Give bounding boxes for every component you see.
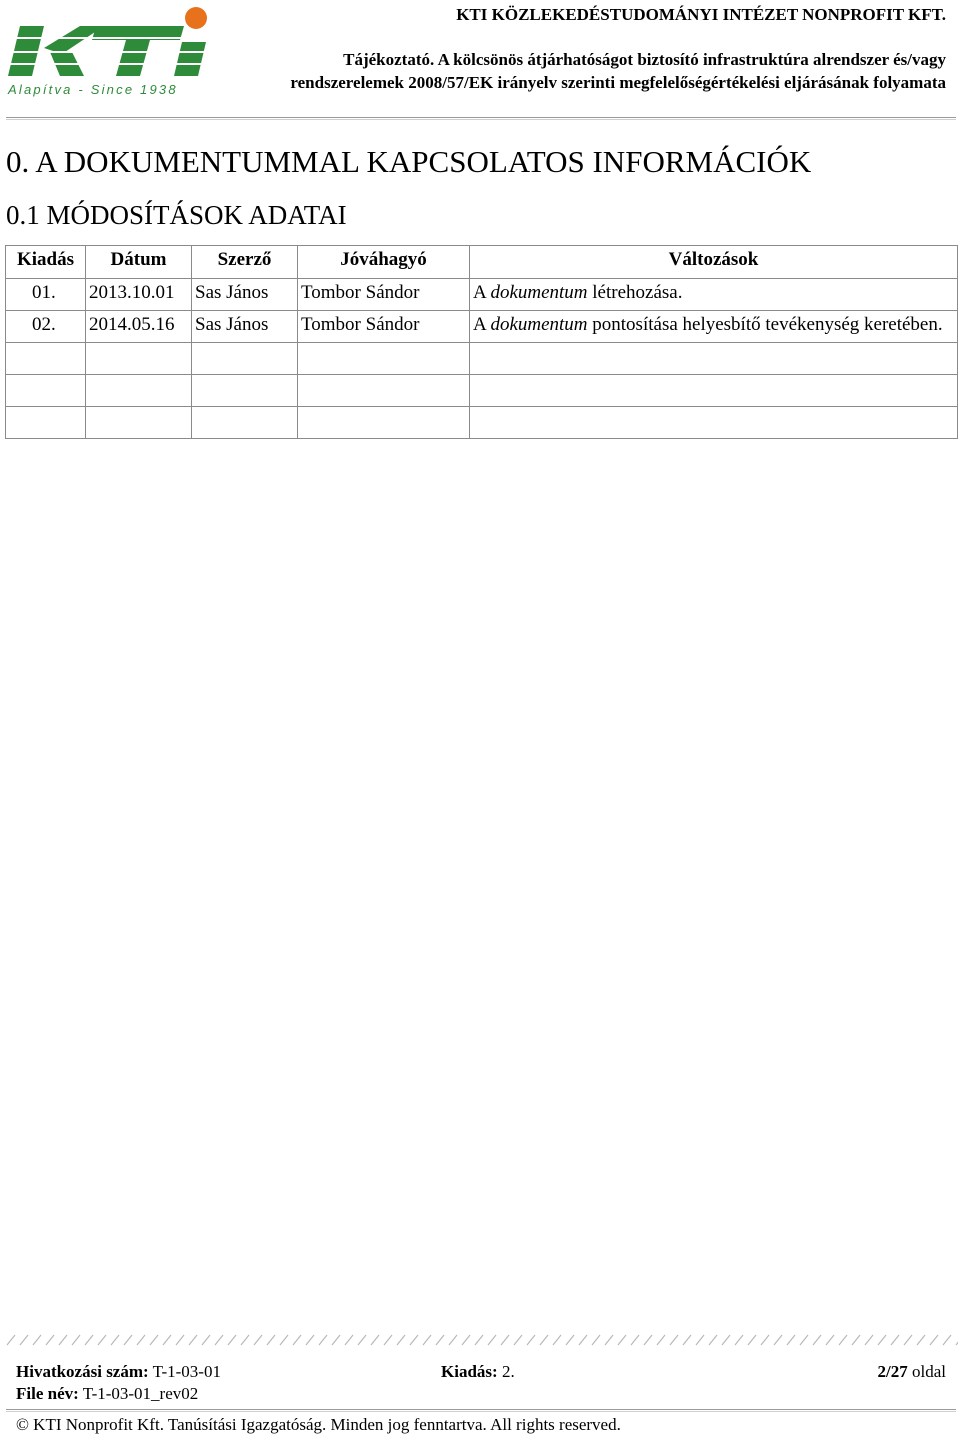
footer-copyright: © KTI Nonprofit Kft. Tanúsítási Igazgatóság. Minden jog fenntartva. All rights reserved. (16, 1415, 621, 1434)
change-text-start: A (473, 282, 491, 303)
change-text-emphasis: dokumentum (490, 314, 588, 335)
kti-logo (6, 4, 216, 100)
section-heading: 0. A DOKUMENTUMMAL KAPCSOLATOS INFORMÁCIÓK (6, 144, 812, 179)
file-value: T-1-03-01_rev02 (82, 1384, 199, 1403)
issue-value: 2. (501, 1362, 515, 1381)
empty-table-row (6, 375, 958, 407)
change-text-emphasis: dokumentum (490, 282, 588, 303)
cell-kiadas: 01. (6, 279, 86, 311)
empty-table-row (6, 407, 958, 439)
column-header-jovahagyo: Jóváhagyó (298, 246, 470, 279)
table-row (6, 311, 958, 343)
subsection-heading: 0.1 MÓDOSÍTÁSOK ADATAI (6, 200, 347, 230)
cell-jovahagyo: Tombor Sándor (298, 279, 470, 311)
cell-datum: 2014.05.16 (86, 311, 192, 343)
page-value: 2/27 (877, 1362, 908, 1381)
cell-szerzo: Sas János (192, 311, 298, 343)
reference-value: T-1-03-01 (152, 1362, 221, 1381)
header-divider (6, 117, 956, 120)
cell-jovahagyo: Tombor Sándor (298, 311, 470, 343)
file-label: File név: (16, 1384, 79, 1403)
cell-valtozas (470, 279, 958, 311)
reference-label: Hivatkozási szám: (16, 1362, 149, 1381)
column-header-kiadas: Kiadás (6, 246, 86, 279)
cell-datum: 2013.10.01 (86, 279, 192, 311)
modifications-table (5, 245, 958, 439)
footer-reference (16, 1362, 221, 1382)
change-text-start: A (473, 314, 491, 335)
footer-file-name (16, 1384, 198, 1404)
page-label: oldal (912, 1362, 946, 1381)
empty-table-row (6, 343, 958, 375)
footer-divider (6, 1409, 956, 1412)
change-text-end: létrehozása. (587, 282, 683, 303)
column-header-szerzo: Szerző (192, 246, 298, 279)
footer-page-number (878, 1362, 946, 1382)
document-subtitle: Tájékoztató. A kölcsönös átjárhatóságot biztosító infrastruktúra alrendszer és/vagy rendszerelemek 2008/57/EK irányelv szerinti megfelelőségértékelési eljárásának folyamata (290, 50, 946, 92)
svg-text:Alapítva - Since 1938: Alapítva - Since 1938 (8, 82, 178, 97)
footer-issue (441, 1362, 515, 1382)
cell-kiadas: 02. (6, 311, 86, 343)
column-header-valtozasok: Változások (470, 246, 958, 279)
column-header-datum: Dátum (86, 246, 192, 279)
change-text-end: pontosítása helyesbítő tevékenység keretében. (587, 314, 943, 335)
table-header-row (6, 246, 958, 279)
table-row (6, 279, 958, 311)
cell-szerzo: Sas János (192, 279, 298, 311)
organization-name: KTI KÖZLEKEDÉSTUDOMÁNYI INTÉZET NONPROFIT KFT. (456, 5, 946, 24)
issue-label: Kiadás: (441, 1362, 498, 1381)
footer-decorative-line (6, 1334, 958, 1346)
cell-valtozas (470, 311, 958, 343)
